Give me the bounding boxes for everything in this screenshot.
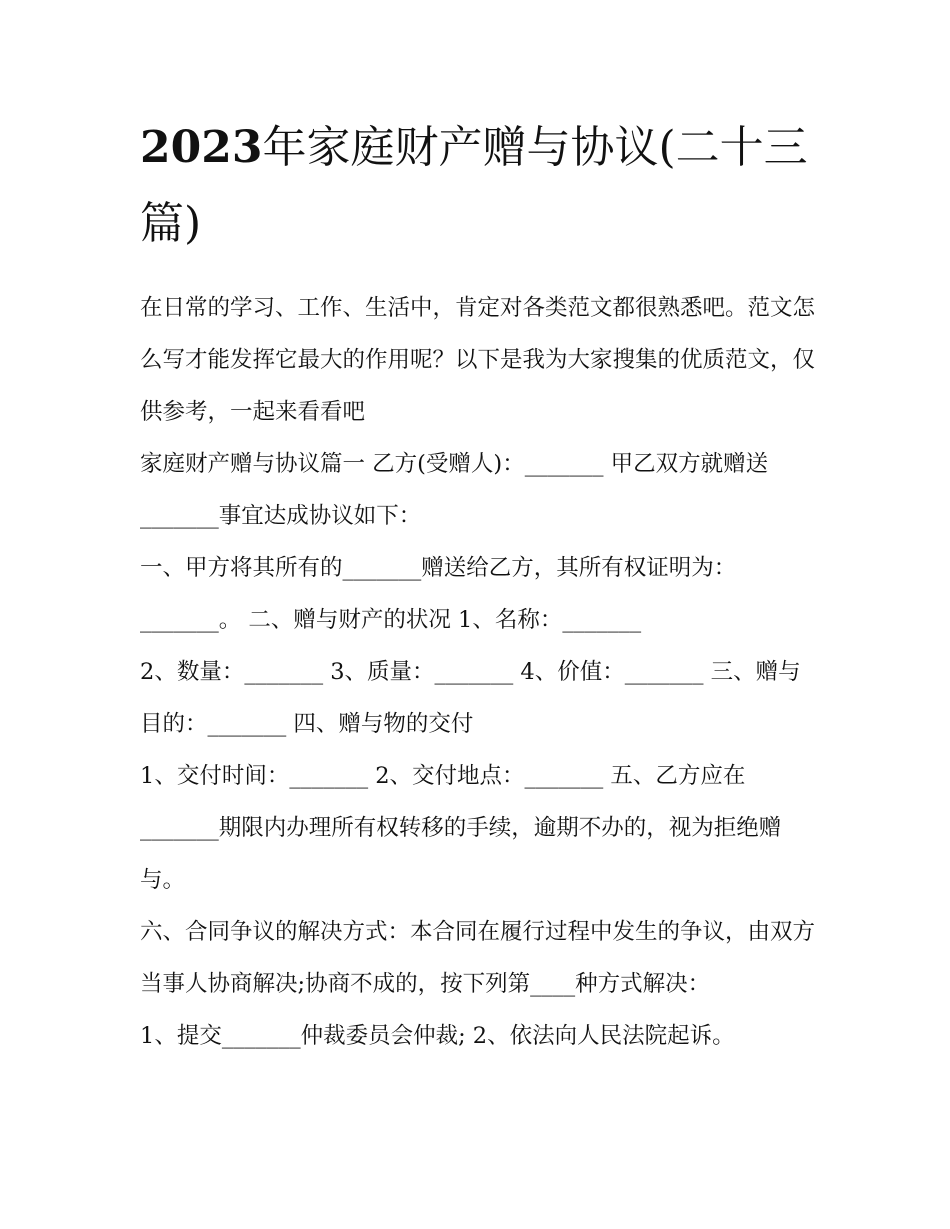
delivery-paragraph: 1、交付时间：_______ 2、交付地点：_______ 五、乙方应在_______期限内办理所有权转移的手续，逾期不办的，视为拒绝赠与。 — [140, 763, 782, 893]
resolution-options-paragraph: 1、提交_______仲裁委员会仲裁; 2、依法向人民法院起诉。 — [140, 1023, 735, 1049]
property-details-paragraph: 2、数量：_______ 3、质量：_______ 4、价值：_______ 三、赠与目的：_______ 四、赠与物的交付 — [140, 659, 801, 737]
agreement-opening-paragraph: 家庭财产赠与协议篇一 乙方(受赠人)：_______ 甲乙双方就赠送_______事宜达成协议如下： — [140, 451, 769, 529]
title-year: 2023 — [140, 122, 263, 173]
intro-paragraph: 在日常的学习、工作、生活中，肯定对各类范文都很熟悉吧。范文怎么写才能发挥它最大的作用呢？以下是我为大家搜集的优质范文，仅供参考，一起来看看吧 — [140, 295, 816, 425]
title-text: 年家庭财产赠与协议(二十三篇) — [140, 122, 808, 249]
document-page — [140, 110, 820, 1062]
dispute-resolution-paragraph: 六、合同争议的解决方式：本合同在履行过程中发生的争议，由双方当事人协商解决;协商不成的，按下列第____种方式解决： — [140, 919, 816, 997]
clause-one-two-paragraph: 一、甲方将其所有的_______赠送给乙方，其所有权证明为：_______。 二、赠与财产的状况 1、名称：_______ — [140, 555, 737, 633]
document-title — [140, 110, 820, 262]
